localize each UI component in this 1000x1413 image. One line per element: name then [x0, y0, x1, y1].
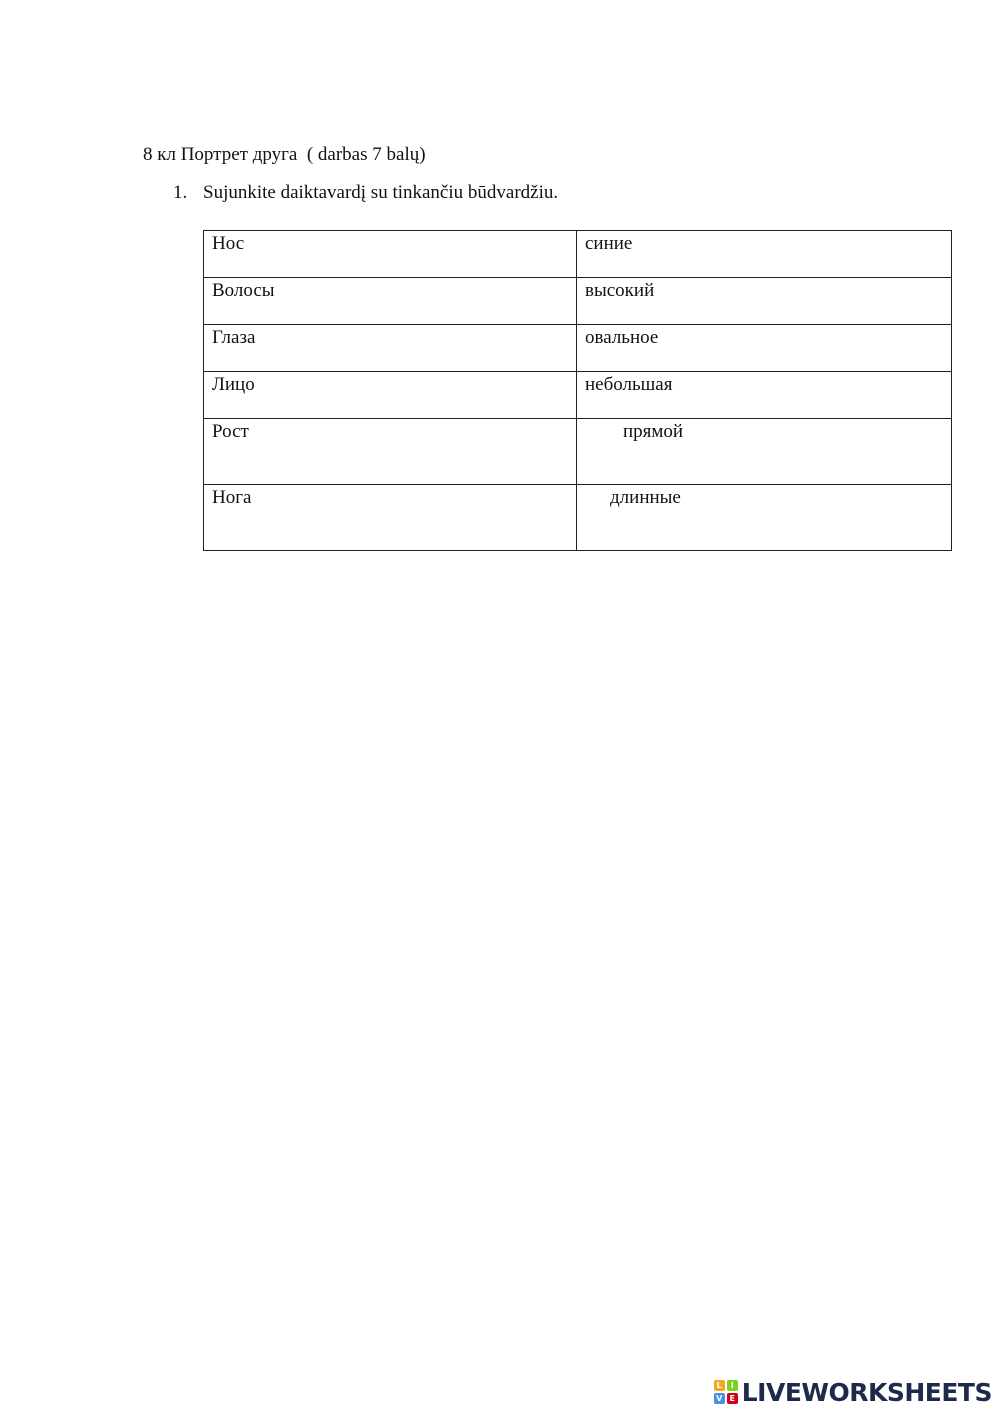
- adjective-cell: длинные: [577, 485, 952, 551]
- task-instruction: Sujunkite daiktavardį su tinkančiu būdvardžiu.: [203, 182, 559, 203]
- noun-cell: Лицо: [204, 372, 577, 419]
- worksheet-title: 8 кл Портрет друга ( darbas 7 balų): [143, 144, 426, 165]
- table-row: [204, 419, 952, 485]
- adjective-cell: небольшая: [577, 372, 952, 419]
- table-row: [204, 278, 952, 325]
- noun-cell: Рост: [204, 419, 577, 485]
- liveworksheets-brand: [714, 1376, 992, 1408]
- noun-cell: Глаза: [204, 325, 577, 372]
- logo-letter: V: [714, 1393, 725, 1404]
- table-row: [204, 372, 952, 419]
- noun-cell: Нога: [204, 485, 577, 551]
- adjective-cell: высокий: [577, 278, 952, 325]
- brand-name: LIVEWORKSHEETS: [741, 1377, 992, 1407]
- logo-letter: L: [714, 1380, 725, 1391]
- adjective-cell: прямой: [577, 419, 952, 485]
- table-row: [204, 231, 952, 278]
- adjective-cell: овальное: [577, 325, 952, 372]
- task-number: 1.: [173, 182, 188, 203]
- adjective-cell: синие: [577, 231, 952, 278]
- logo-letter: I: [727, 1380, 738, 1391]
- noun-cell: Нос: [204, 231, 577, 278]
- noun-cell: Волосы: [204, 278, 577, 325]
- matching-table: [203, 230, 952, 551]
- table-row: [204, 485, 952, 551]
- logo-letter: E: [727, 1393, 738, 1404]
- task-1: [173, 181, 558, 205]
- liveworksheets-logo-icon: [714, 1380, 738, 1404]
- table-row: [204, 325, 952, 372]
